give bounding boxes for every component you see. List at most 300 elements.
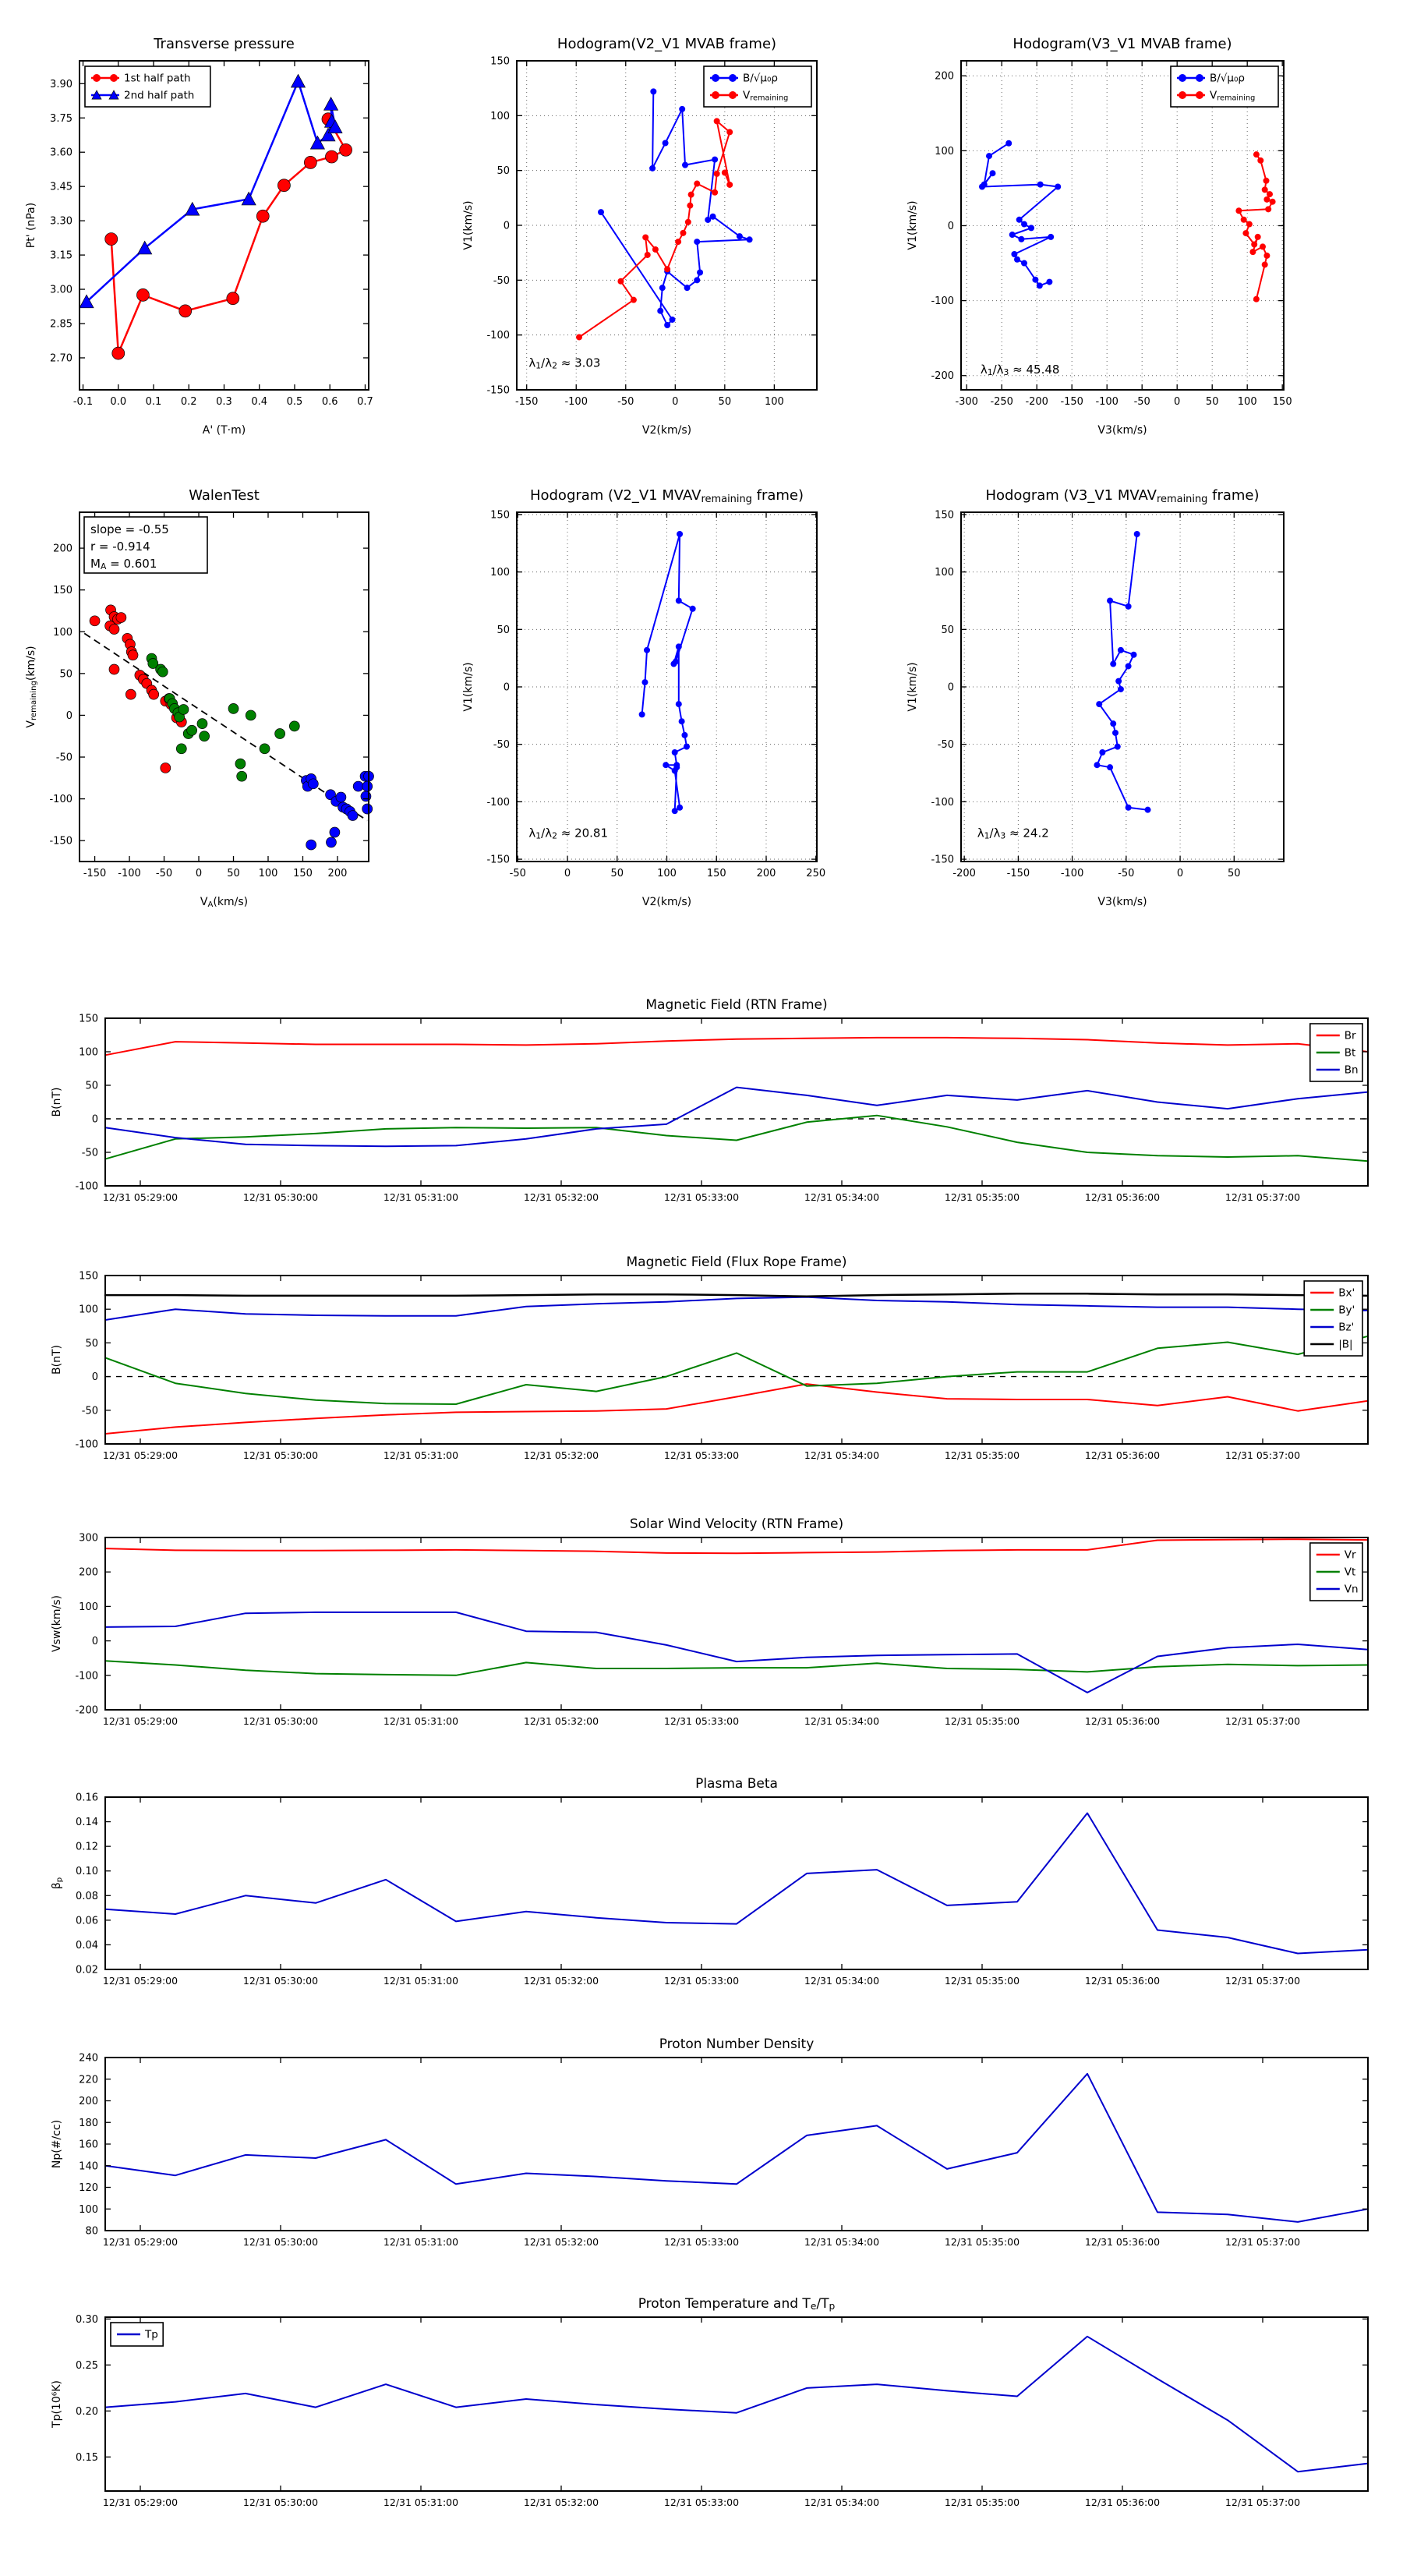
circle-marker	[1196, 91, 1203, 99]
circle-marker	[641, 679, 648, 685]
circle-marker	[1011, 251, 1017, 257]
legend	[85, 66, 210, 107]
circle-marker	[679, 718, 685, 724]
x-tick-label: -100	[1060, 868, 1084, 879]
y-tick-label: 0.30	[76, 2313, 98, 2326]
circle-marker	[1179, 74, 1186, 82]
circle-marker	[161, 763, 171, 773]
circle-marker	[326, 837, 336, 847]
circle-marker	[1246, 221, 1253, 228]
x-tick-label: -200	[1025, 396, 1048, 408]
chart-title: Solar Wind Velocity (RTN Frame)	[629, 1516, 844, 1532]
circle-marker	[669, 317, 675, 323]
circle-marker	[1257, 157, 1263, 164]
x-tick-label: 12/31 05:36:00	[1084, 2496, 1161, 2508]
circle-marker	[1263, 253, 1270, 259]
x-tick-label: -100	[118, 868, 141, 879]
chart-title: Transverse pressure	[154, 36, 295, 52]
legend	[1310, 1024, 1362, 1081]
y-tick-label: -50	[55, 752, 72, 764]
y-tick-label: 220	[79, 2074, 98, 2086]
circle-marker	[685, 219, 691, 225]
y-tick-label: -100	[931, 796, 954, 809]
circle-marker	[676, 597, 682, 603]
circle-marker	[712, 91, 719, 99]
y-tick-label: 0.10	[76, 1866, 98, 1878]
circle-marker	[1265, 206, 1271, 212]
y-tick-label: 100	[490, 110, 510, 122]
circle-marker	[726, 129, 733, 135]
y-tick-label: -150	[49, 835, 72, 847]
circle-marker	[157, 667, 168, 677]
y-tick-label: 0.12	[76, 1841, 98, 1853]
circle-marker	[682, 162, 688, 168]
y-tick-label: 50	[497, 165, 510, 178]
x-tick-label: 12/31 05:37:00	[1225, 1449, 1301, 1461]
circle-marker	[1196, 74, 1203, 82]
lambda-ratio-annotation: λ1/λ3 ≈ 45.48	[980, 362, 1060, 378]
x-tick-label: -0.1	[72, 396, 94, 408]
x-tick-label: 0.1	[145, 396, 162, 408]
chart-title: Plasma Beta	[695, 1776, 778, 1792]
x-tick-label: 150	[706, 868, 726, 879]
circle-marker	[1118, 647, 1124, 653]
x-tick-label: 0.3	[216, 396, 232, 408]
legend-label: Vr	[1344, 1548, 1356, 1562]
circle-marker	[1255, 234, 1261, 240]
y-tick-label: 3.60	[50, 147, 72, 159]
x-axis-label: V3(km/s)	[1097, 896, 1147, 908]
x-tick-label: 0.0	[110, 396, 127, 408]
chart-title: Hodogram(V2_V1 MVAB frame)	[557, 36, 777, 52]
x-tick-label: 0.7	[357, 396, 373, 408]
x-tick-label: -150	[83, 868, 107, 879]
circle-marker	[256, 210, 269, 222]
x-tick-label: 12/31 05:36:00	[1084, 1191, 1161, 1203]
chart-title: Proton Temperature and Te/Tp	[638, 2296, 836, 2312]
y-tick-label: 80	[85, 2225, 98, 2238]
circle-marker	[1094, 762, 1100, 768]
circle-marker	[710, 214, 716, 220]
x-tick-label: 12/31 05:31:00	[383, 2496, 459, 2508]
x-tick-label: 0	[672, 396, 679, 408]
x-tick-label: 12/31 05:32:00	[523, 2236, 599, 2248]
circle-marker	[747, 236, 753, 242]
circle-marker	[149, 689, 159, 699]
x-tick-label: 12/31 05:35:00	[944, 1975, 1020, 1987]
circle-marker	[664, 322, 670, 328]
circle-marker	[187, 725, 197, 735]
circle-marker	[1262, 186, 1268, 193]
circle-marker	[663, 140, 669, 147]
panel-solar-wind-velocity	[51, 1516, 1368, 1727]
legend-label: By'	[1338, 1304, 1355, 1317]
circle-marker	[694, 239, 700, 245]
panel-hodogram-v2v1-mvab	[462, 36, 817, 437]
stats-box	[84, 517, 207, 573]
x-tick-label: -50	[509, 868, 526, 879]
x-tick-label: 12/31 05:33:00	[663, 1715, 740, 1727]
x-tick-label: 0	[564, 868, 571, 879]
x-axis-label: V2(km/s)	[641, 424, 692, 437]
x-tick-label: 12/31 05:35:00	[944, 2236, 1020, 2248]
chart-title: Proton Number Density	[659, 2036, 815, 2052]
y-tick-label: 0	[503, 220, 510, 232]
circle-marker	[1016, 217, 1023, 223]
y-tick-label: -100	[75, 1180, 98, 1193]
circle-marker	[722, 169, 728, 175]
x-tick-label: -50	[1118, 868, 1135, 879]
x-tick-label: 12/31 05:36:00	[1084, 1449, 1161, 1461]
circle-marker	[308, 779, 318, 789]
circle-marker	[128, 650, 138, 660]
circle-marker	[1014, 257, 1020, 263]
y-tick-label: 2.85	[50, 318, 72, 331]
y-tick-label: 150	[53, 585, 72, 597]
circle-marker	[714, 118, 720, 124]
y-tick-label: 100	[79, 2203, 98, 2216]
chart-title: WalenTest	[189, 487, 260, 504]
x-tick-label: 12/31 05:31:00	[383, 1449, 459, 1461]
y-tick-label: 2.70	[50, 352, 72, 365]
x-tick-label: 50	[227, 868, 240, 879]
circle-marker	[642, 234, 648, 240]
x-tick-label: 12/31 05:33:00	[663, 1449, 740, 1461]
chart-title: Hodogram (V3_V1 MVAVremaining frame)	[985, 487, 1260, 505]
circle-marker	[990, 170, 996, 176]
circle-marker	[1179, 91, 1186, 99]
y-tick-label: 0.08	[76, 1890, 98, 1902]
y-tick-label: 3.15	[50, 249, 72, 262]
circle-marker	[684, 285, 691, 291]
x-tick-label: 0	[195, 868, 203, 879]
x-tick-label: 12/31 05:31:00	[383, 2236, 459, 2248]
circle-marker	[116, 613, 126, 623]
x-tick-label: 12/31 05:37:00	[1225, 1975, 1301, 1987]
circle-marker	[617, 278, 624, 285]
circle-marker	[676, 701, 682, 707]
circle-marker	[1118, 686, 1124, 692]
circle-marker	[178, 704, 189, 714]
circle-marker	[227, 292, 239, 305]
y-tick-label: 0.04	[76, 1939, 98, 1951]
y-tick-label: 0	[91, 1113, 98, 1126]
circle-marker	[670, 661, 677, 667]
circle-marker	[694, 277, 700, 283]
circle-marker	[110, 74, 118, 82]
circle-marker	[1048, 234, 1054, 240]
circle-marker	[598, 209, 604, 215]
y-tick-label: -150	[486, 854, 510, 866]
circle-marker	[353, 781, 363, 791]
y-axis-label: V1(km/s)	[462, 662, 475, 712]
circle-marker	[1251, 242, 1257, 248]
circle-marker	[687, 203, 693, 209]
legend	[111, 2323, 163, 2346]
circle-marker	[235, 759, 246, 769]
panel-magnetic-field-flux-rope	[51, 1254, 1368, 1461]
circle-marker	[1253, 296, 1260, 303]
circle-marker	[330, 827, 340, 837]
circle-marker	[1037, 282, 1043, 288]
circle-marker	[664, 266, 670, 272]
circle-marker	[680, 230, 686, 236]
y-tick-label: 100	[79, 1304, 98, 1316]
chart-title: Magnetic Field (RTN Frame)	[645, 997, 828, 1013]
x-tick-label: -100	[1095, 396, 1119, 408]
y-tick-label: 50	[497, 624, 510, 636]
circle-marker	[714, 171, 720, 177]
legend-label: Bz'	[1338, 1321, 1355, 1334]
circle-marker	[673, 764, 680, 770]
circle-marker	[289, 721, 299, 731]
x-tick-label: 12/31 05:35:00	[944, 1715, 1020, 1727]
x-axis-label: V3(km/s)	[1097, 424, 1147, 437]
circle-marker	[197, 719, 207, 729]
y-tick-label: 100	[79, 1601, 98, 1613]
x-tick-label: -50	[1133, 396, 1150, 408]
legend-label: 1st half path	[124, 72, 191, 85]
circle-marker	[1131, 652, 1137, 658]
circle-marker	[690, 606, 696, 612]
x-tick-label: -50	[155, 868, 173, 879]
x-tick-label: 12/31 05:29:00	[102, 2236, 178, 2248]
y-tick-label: -50	[81, 1147, 98, 1159]
y-tick-label: 50	[85, 1337, 98, 1350]
legend	[1171, 66, 1278, 107]
circle-marker	[1037, 182, 1044, 188]
legend-label: B/√μ₀ρ	[743, 72, 778, 85]
y-tick-label: 100	[935, 567, 954, 579]
y-tick-label: 3.30	[50, 215, 72, 228]
x-tick-label: 200	[756, 868, 776, 879]
legend-label: Vn	[1344, 1583, 1359, 1596]
circle-marker	[697, 269, 703, 275]
x-tick-label: 12/31 05:29:00	[102, 2496, 178, 2508]
legend	[1304, 1281, 1362, 1356]
x-tick-label: 12/31 05:32:00	[523, 1191, 599, 1203]
x-tick-label: 250	[806, 868, 826, 879]
circle-marker	[684, 744, 690, 750]
panel-hodogram-v3v1-mvav	[906, 487, 1284, 908]
y-tick-label: 140	[79, 2160, 98, 2173]
x-tick-label: 12/31 05:32:00	[523, 1449, 599, 1461]
circle-marker	[1009, 232, 1016, 238]
y-tick-label: 3.45	[50, 181, 72, 193]
circle-marker	[644, 647, 650, 653]
y-tick-label: 0	[947, 220, 954, 232]
x-tick-label: 0	[1174, 396, 1181, 408]
circle-marker	[304, 156, 316, 168]
x-tick-label: 12/31 05:29:00	[102, 1191, 178, 1203]
x-axis-label: V2(km/s)	[641, 896, 692, 908]
x-tick-label: 12/31 05:33:00	[663, 1191, 740, 1203]
y-tick-label: 100	[935, 145, 954, 157]
y-tick-label: -100	[931, 295, 954, 308]
x-tick-label: 12/31 05:30:00	[242, 2236, 319, 2248]
circle-marker	[663, 762, 669, 768]
lambda-ratio-annotation: λ1/λ2 ≈ 20.81	[528, 826, 609, 841]
x-tick-label: 12/31 05:36:00	[1084, 2236, 1161, 2248]
x-tick-label: -200	[952, 868, 976, 879]
y-axis-label: B(nT)	[51, 1345, 63, 1375]
y-tick-label: 0.16	[76, 1792, 98, 1804]
y-tick-label: -100	[49, 794, 72, 806]
circle-marker	[659, 285, 666, 291]
y-tick-label: 100	[490, 567, 510, 579]
x-tick-label: 12/31 05:37:00	[1225, 1715, 1301, 1727]
y-tick-label: 150	[935, 509, 954, 522]
circle-marker	[675, 239, 681, 245]
legend-label: Bt	[1344, 1046, 1356, 1060]
y-tick-label: -100	[75, 1438, 98, 1451]
circle-marker	[672, 808, 678, 814]
y-tick-label: -150	[486, 384, 510, 397]
y-tick-label: 0.02	[76, 1964, 98, 1976]
x-tick-label: 100	[764, 396, 784, 408]
x-tick-label: 12/31 05:29:00	[102, 1715, 178, 1727]
y-tick-label: 50	[85, 1080, 98, 1092]
x-tick-label: 12/31 05:34:00	[804, 1975, 880, 1987]
circle-marker	[1253, 151, 1260, 157]
circle-marker	[277, 179, 290, 192]
panel-plasma-beta	[51, 1776, 1368, 1987]
circle-marker	[306, 840, 316, 850]
y-axis-label: B(nT)	[51, 1087, 63, 1117]
chart-title: Hodogram(V3_V1 MVAB frame)	[1012, 36, 1232, 52]
x-tick-label: -150	[1006, 868, 1030, 879]
chart-title: Magnetic Field (Flux Rope Frame)	[626, 1254, 847, 1270]
x-tick-label: 150	[1272, 396, 1292, 408]
circle-marker	[90, 616, 100, 626]
circle-marker	[729, 91, 737, 99]
circle-marker	[1242, 230, 1249, 236]
legend-label: Br	[1344, 1029, 1356, 1042]
legend-label: Bn	[1344, 1063, 1359, 1077]
x-tick-label: 12/31 05:34:00	[804, 1191, 880, 1203]
circle-marker	[1107, 764, 1113, 770]
x-tick-label: 0.5	[286, 396, 303, 408]
circle-marker	[336, 792, 346, 802]
panel-proton-number-density	[51, 2036, 1368, 2248]
x-tick-label: 100	[258, 868, 278, 879]
circle-marker	[677, 531, 683, 537]
legend-label: Vt	[1344, 1566, 1356, 1579]
circle-marker	[1263, 178, 1270, 184]
y-tick-label: 200	[79, 2096, 98, 2107]
circle-marker	[1096, 701, 1102, 707]
circle-marker	[179, 305, 192, 317]
x-tick-label: 0.4	[251, 396, 268, 408]
y-tick-label: 200	[79, 1566, 98, 1579]
y-tick-label: 0.06	[76, 1915, 98, 1927]
y-tick-label: 100	[79, 1046, 98, 1059]
x-tick-label: 12/31 05:36:00	[1084, 1975, 1161, 1987]
x-tick-label: 12/31 05:36:00	[1084, 1715, 1161, 1727]
legend-label: 2nd half path	[124, 89, 195, 102]
y-axis-label: V1(km/s)	[906, 200, 919, 250]
y-tick-label: 200	[53, 543, 72, 555]
circle-marker	[1028, 225, 1034, 231]
circle-marker	[1126, 603, 1132, 610]
circle-marker	[1018, 236, 1024, 242]
x-tick-label: 12/31 05:32:00	[523, 1715, 599, 1727]
y-tick-label: 0.25	[76, 2359, 98, 2372]
x-tick-label: 12/31 05:31:00	[383, 1715, 459, 1727]
y-tick-label: -100	[486, 796, 510, 809]
stat-line: MA = 0.601	[90, 557, 157, 572]
y-tick-label: 150	[79, 1013, 98, 1025]
y-tick-label: 160	[79, 2139, 98, 2151]
circle-marker	[246, 710, 256, 720]
x-axis-label: A' (T·m)	[202, 424, 246, 437]
circle-marker	[986, 153, 992, 159]
circle-marker	[325, 150, 337, 163]
circle-marker	[1260, 243, 1266, 249]
circle-marker	[1235, 207, 1242, 214]
y-tick-label: 150	[490, 509, 510, 522]
x-tick-label: 12/31 05:34:00	[804, 2496, 880, 2508]
circle-marker	[125, 689, 136, 699]
x-tick-label: 50	[1205, 396, 1219, 408]
x-tick-label: 12/31 05:30:00	[242, 1715, 319, 1727]
panel-hodogram-v3v1-mvab	[906, 36, 1292, 437]
y-tick-label: 150	[79, 1270, 98, 1283]
y-axis-label: Vsw(km/s)	[51, 1594, 63, 1653]
circle-marker	[1134, 531, 1140, 537]
y-tick-label: 0	[947, 681, 954, 694]
y-tick-label: 240	[79, 2052, 98, 2065]
y-tick-label: 0	[65, 709, 72, 722]
circle-marker	[237, 771, 247, 781]
y-tick-label: 120	[79, 2182, 98, 2194]
circle-marker	[348, 811, 358, 821]
circle-marker	[1032, 277, 1038, 283]
circle-marker	[260, 744, 270, 754]
circle-marker	[639, 711, 645, 717]
x-tick-label: 12/31 05:34:00	[804, 1449, 880, 1461]
panel-magnetic-field-rtn	[51, 997, 1368, 1203]
circle-marker	[729, 74, 737, 82]
y-axis-label: Np(#/cc)	[51, 2119, 63, 2169]
y-tick-label: 3.00	[50, 284, 72, 296]
circle-marker	[1267, 191, 1273, 197]
circle-marker	[362, 804, 373, 814]
circle-marker	[1021, 221, 1027, 228]
circle-marker	[176, 744, 186, 754]
circle-marker	[1046, 279, 1052, 285]
circle-marker	[726, 182, 733, 188]
circle-marker	[645, 252, 651, 258]
legend-label: |B|	[1338, 1338, 1353, 1351]
y-tick-label: -50	[493, 274, 510, 287]
x-axis-label: VA(km/s)	[200, 896, 249, 909]
circle-marker	[1262, 261, 1268, 267]
circle-marker	[676, 643, 682, 649]
y-tick-label: -200	[75, 1704, 98, 1717]
x-tick-label: 100	[1237, 396, 1257, 408]
y-axis-label: Pt' (nPa)	[25, 202, 37, 249]
y-tick-label: 100	[53, 626, 72, 639]
x-tick-label: 12/31 05:31:00	[383, 1191, 459, 1203]
y-axis-label: Tp(10⁶K)	[51, 2380, 63, 2428]
y-axis-label: V1(km/s)	[462, 200, 475, 250]
x-tick-label: 12/31 05:29:00	[102, 1449, 178, 1461]
x-tick-label: 0.2	[180, 396, 197, 408]
circle-marker	[1126, 805, 1132, 811]
x-tick-label: -150	[1060, 396, 1083, 408]
legend	[704, 66, 811, 107]
